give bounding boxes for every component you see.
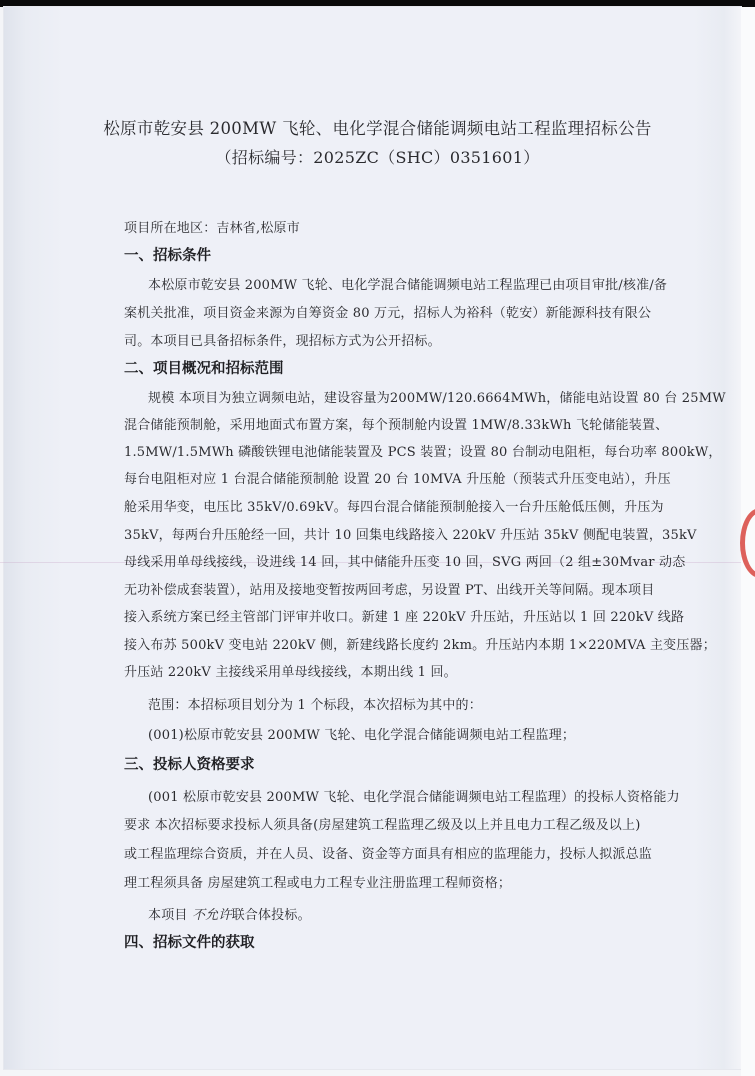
paragraph-line: 司。本项目已具备招标条件，现招标方式为公开招标。	[124, 334, 441, 349]
paragraph-line: 每台电阻柜对应 1 台混合储能预制舱 设置 20 台 10MVA 升压舱（预装式升压变电站），升压	[124, 472, 671, 487]
paragraph-line: 规模 本项目为独立调频电站，建设容量为200MW/120.6664MWh，储能电站设置 80 台 25MW	[148, 391, 726, 406]
lot-line: (001)松原市乾安县 200MW 飞轮、电化学混合储能调频电站工程监理；	[148, 728, 576, 743]
paragraph-line: 混合储能预制舱，采用地面式布置方案，每个预制舱内设置 1MW/8.33kWh 飞轮储能装置、	[124, 418, 669, 433]
consortium-suffix: 联合体投标。	[231, 908, 311, 923]
paragraph-line: 案机关批准，项目资金来源为自筹资金 80 万元，招标人为裕科（乾安）新能源科技有限公	[124, 306, 652, 321]
section-heading-3: 三、投标人资格要求	[124, 757, 255, 773]
paragraph-line: 本松原市乾安县 200MW 飞轮、电化学混合储能调频电站工程监理已由项目审批/核准/备	[148, 278, 668, 293]
paragraph-line: (001 松原市乾安县 200MW 飞轮、电化学混合储能调频电站工程监理）的投标人资格能力	[148, 790, 680, 805]
document-title: 松原市乾安县 200MW 飞轮、电化学混合储能调频电站工程监理招标公告	[103, 119, 652, 138]
paragraph-line: 理工程须具备 房屋建筑工程或电力工程专业注册监理工程师资格；	[124, 876, 512, 891]
viewer-top-edge	[0, 0, 755, 7]
consortium-emphasis: 不允许	[191, 908, 232, 923]
paragraph-line: 1.5MW/1.5MWh 磷酸铁锂电池储能装置及 PCS 装置；设置 80 台制动电阻柜，每台功率 800kW，	[124, 445, 722, 460]
paragraph-line: 接入布苏 500kV 变电站 220kV 侧，新建线路长度约 2km。升压站内本期 1×220MVA 主变压器；	[124, 638, 716, 653]
consortium-prefix: 本项目	[148, 908, 188, 923]
section-heading-1: 一、招标条件	[124, 248, 211, 264]
paragraph-line: 无功补偿成套装置），站用及接地变暂按两回考虑，另设置 PT、出线开关等间隔。现本项目	[124, 583, 655, 598]
scope-line: 范围：本招标项目划分为 1 个标段，本次招标为其中的：	[148, 698, 482, 713]
project-region: 项目所在地区：吉林省,松原市	[124, 221, 300, 236]
section-heading-4: 四、招标文件的获取	[124, 935, 255, 951]
paragraph-line: 接入系统方案已经主管部门评审并收口。新建 1 座 220kV 升压站，升压站以 1 回 220kV 线路	[124, 610, 685, 625]
consortium-line	[148, 904, 311, 923]
tender-number: （招标编号：2025ZC（SHC）0351601）	[215, 148, 540, 167]
paragraph-line: 升压站 220kV 主接线采用单母线接线，本期出线 1 回。	[124, 665, 457, 680]
section-heading-2: 二、项目概况和招标范围	[124, 361, 284, 377]
paragraph-line: 舱采用华变，电压比 35kV/0.69kV。每四台混合储能预制舱接入一台升压舱低压侧，升压为	[124, 500, 664, 515]
paragraph-line: 母线采用单母线接线，设进线 14 回，其中储能升压变 10 回，SVG 两回（2 组±30Mvar 动态	[124, 555, 686, 570]
paragraph-line: 或工程监理综合资质，并在人员、设备、资金等方面具有相应的监理能力，投标人拟派总监	[124, 847, 653, 862]
paragraph-line: 要求 本次招标要求投标人须具备(房屋建筑工程监理乙级及以上并且电力工程乙级及以上)	[124, 818, 641, 833]
paragraph-line: 35kV，每两台升压舱经一回，共计 10 回集电线路接入 220kV 升压站 35kV 侧配电装置，35kV	[124, 528, 697, 543]
